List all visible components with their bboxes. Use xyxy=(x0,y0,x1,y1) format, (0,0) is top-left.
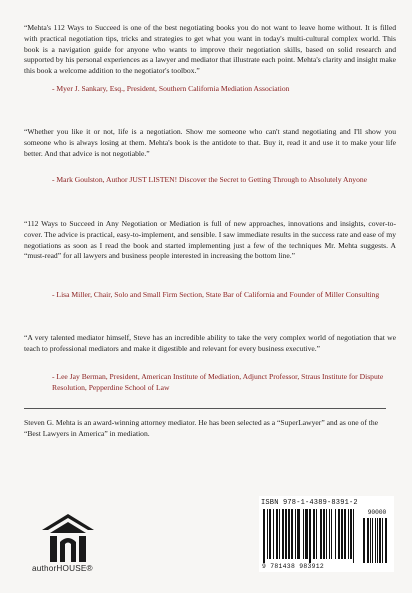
barcode-bar xyxy=(285,509,287,559)
testimonial-attribution-3: - Lisa Miller, Chair, Solo and Small Firm Section, State Bar of California and Founder of Miller Consulting xyxy=(52,290,380,299)
barcode-bar xyxy=(329,509,330,559)
testimonial-quote-4: “A very talented mediator himself, Steve has an incredible ability to take the very complex world of negotiation that we teach to professional mediators and make it digestible and relevant for every business executive.” xyxy=(24,333,396,353)
testimonial-attribution-2: - Mark Goulston, Author JUST LISTEN! Discover the Secret to Getting Through to Absolutely Anyone xyxy=(52,175,368,184)
barcode-addon-bar xyxy=(377,518,378,563)
author-bio: Steven G. Mehta is an award-winning attorney mediator. He has been selected as a “SuperLawyer” and as one of the “Best Lawyers in America” in mediation. xyxy=(24,418,379,438)
testimonial-quote-2: “Whether you like it or not, life is a negotiation. Show me someone who can't stand negotiating and I'll show you someone who is always losing at them. Mehta's book is the antidote to that. Buy it, read it and use it to make your life better. And that advice is not negotiable.” xyxy=(24,127,396,158)
barcode-image xyxy=(261,509,393,563)
barcode-bar xyxy=(267,509,268,559)
barcode-bar xyxy=(309,509,311,563)
publisher-name: authorHOUSE® xyxy=(32,564,93,573)
testimonial-attribution-1: - Myer J. Sankary, Esq., President, Southern California Mediation Association xyxy=(52,84,290,93)
barcode-bar xyxy=(313,509,315,559)
testimonial-quote-1: “Mehta's 112 Ways to Succeed is one of the best negotiating books you do not want to leave home without. It is filled with practical negotiation tips, tricks and strategies to get what you want in today's multi-cultural complex world. This book is a navigation guide for anyone who wants to improve their negotiation skills, based on solid research and supported by his personal experiences as a lawyer and mediator that illustrate each point. Mehta's clarity and insight make this book a welcome addition to the negotiator's toolbox.” xyxy=(24,23,396,76)
barcode-bar xyxy=(297,509,300,559)
barcode-addon-bar xyxy=(379,518,381,563)
barcode-addon-bar xyxy=(372,518,373,563)
barcode-bar xyxy=(331,509,332,559)
barcode-addon-bar xyxy=(363,518,365,563)
barcode-bar xyxy=(320,509,322,559)
barcode-addon-bar xyxy=(370,518,371,563)
barcode-bar xyxy=(353,509,354,563)
barcode-bar xyxy=(288,509,290,559)
barcode-bar xyxy=(276,509,278,559)
barcode-addon-bar xyxy=(382,518,383,563)
barcode-bar xyxy=(282,509,284,559)
barcode-bar xyxy=(323,509,325,559)
barcode-bar xyxy=(338,509,340,559)
barcode-bar xyxy=(291,509,293,559)
testimonial-attribution-4: - Lee Jay Berman, President, American Institute of Mediation, Adjunct Professor, Straus Institute for Dispute Resolution, Pepperdine School of Law xyxy=(52,372,384,392)
barcode-bar xyxy=(279,509,280,559)
barcode-addon-bar xyxy=(385,518,387,563)
barcode-addon-number: 90000 xyxy=(367,509,387,516)
barcode-bar xyxy=(350,509,352,559)
barcode-bar xyxy=(263,509,265,563)
barcode-bar xyxy=(335,509,336,559)
testimonial-quote-3: “112 Ways to Succeed in Any Negotiation or Mediation is full of new approaches, innovations and insights, cover-to-cover. The advice is practical, easy-to-implement, and sensible. I saw immediate results in the success rate and ease of my negotiations as soon as I read the book and started implementing just a few of the techniques Mr. Mehta suggests. A “must-read” for all lawyers and business people interested in increasing the bottom line.” xyxy=(24,219,396,261)
barcode-bar xyxy=(326,509,327,559)
barcode-bar xyxy=(303,509,304,559)
barcode-bar xyxy=(269,509,271,559)
barcode-bar xyxy=(273,509,274,559)
barcode-bar xyxy=(295,509,296,559)
barcode-bar xyxy=(344,509,346,559)
barcode-bar xyxy=(348,509,349,559)
barcode-number: 9 781438 983912 xyxy=(262,563,325,570)
barcode-bar xyxy=(316,509,317,559)
barcode-addon-bar xyxy=(375,518,376,563)
barcode-bar xyxy=(341,509,343,559)
divider xyxy=(24,408,386,409)
barcode-addon-bar xyxy=(367,518,369,563)
isbn-label: ISBN 978-1-4389-8391-2 xyxy=(261,499,358,507)
barcode-bar xyxy=(305,509,308,559)
